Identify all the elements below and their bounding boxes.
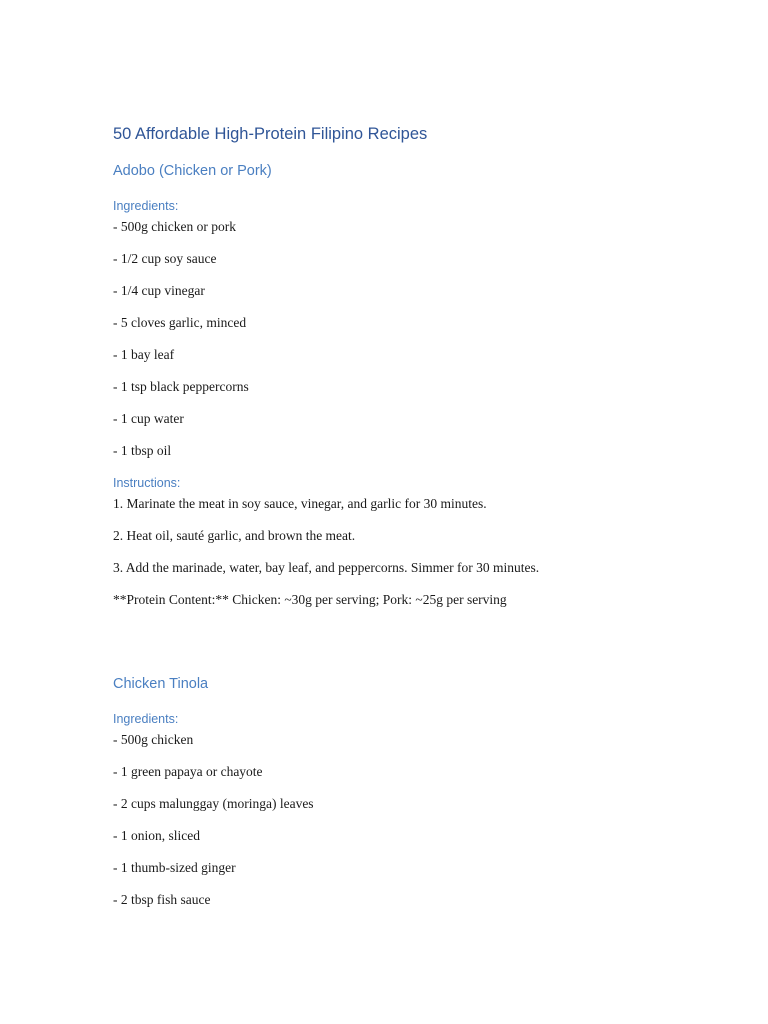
protein-content-note: **Protein Content:** Chicken: ~30g per serving; Pork: ~25g per serving bbox=[113, 592, 507, 607]
ingredient-item: - 1 bay leaf bbox=[113, 347, 175, 362]
instructions-label: Instructions: bbox=[113, 476, 181, 490]
ingredient-item: - 1 cup water bbox=[113, 411, 184, 426]
ingredient-item: - 2 tbsp fish sauce bbox=[113, 892, 211, 907]
recipe-heading-adobo: Adobo (Chicken or Pork) bbox=[113, 163, 272, 179]
instruction-step: 1. Marinate the meat in soy sauce, vinegar, and garlic for 30 minutes. bbox=[113, 496, 487, 511]
ingredient-item: - 500g chicken or pork bbox=[113, 219, 236, 234]
ingredient-item: - 1 onion, sliced bbox=[113, 828, 200, 843]
ingredient-item: - 1/2 cup soy sauce bbox=[113, 251, 217, 266]
instruction-step: 2. Heat oil, sauté garlic, and brown the meat. bbox=[113, 528, 356, 543]
ingredient-item: - 5 cloves garlic, minced bbox=[113, 315, 247, 330]
ingredients-label: Ingredients: bbox=[113, 199, 179, 213]
ingredient-item: - 1/4 cup vinegar bbox=[113, 283, 205, 298]
ingredient-item: - 1 green papaya or chayote bbox=[113, 764, 263, 779]
recipe-heading-chicken-tinola: Chicken Tinola bbox=[113, 676, 209, 692]
ingredient-item: - 1 tsp black peppercorns bbox=[113, 379, 249, 394]
ingredient-item: - 1 thumb-sized ginger bbox=[113, 860, 236, 875]
ingredient-item: - 2 cups malunggay (moringa) leaves bbox=[113, 796, 314, 811]
ingredients-label: Ingredients: bbox=[113, 712, 179, 726]
ingredient-item: - 500g chicken bbox=[113, 732, 194, 747]
document-title: 50 Affordable High-Protein Filipino Recipes bbox=[113, 125, 428, 143]
ingredient-item: - 1 tbsp oil bbox=[113, 443, 172, 458]
instruction-step: 3. Add the marinade, water, bay leaf, and peppercorns. Simmer for 30 minutes. bbox=[113, 560, 540, 575]
